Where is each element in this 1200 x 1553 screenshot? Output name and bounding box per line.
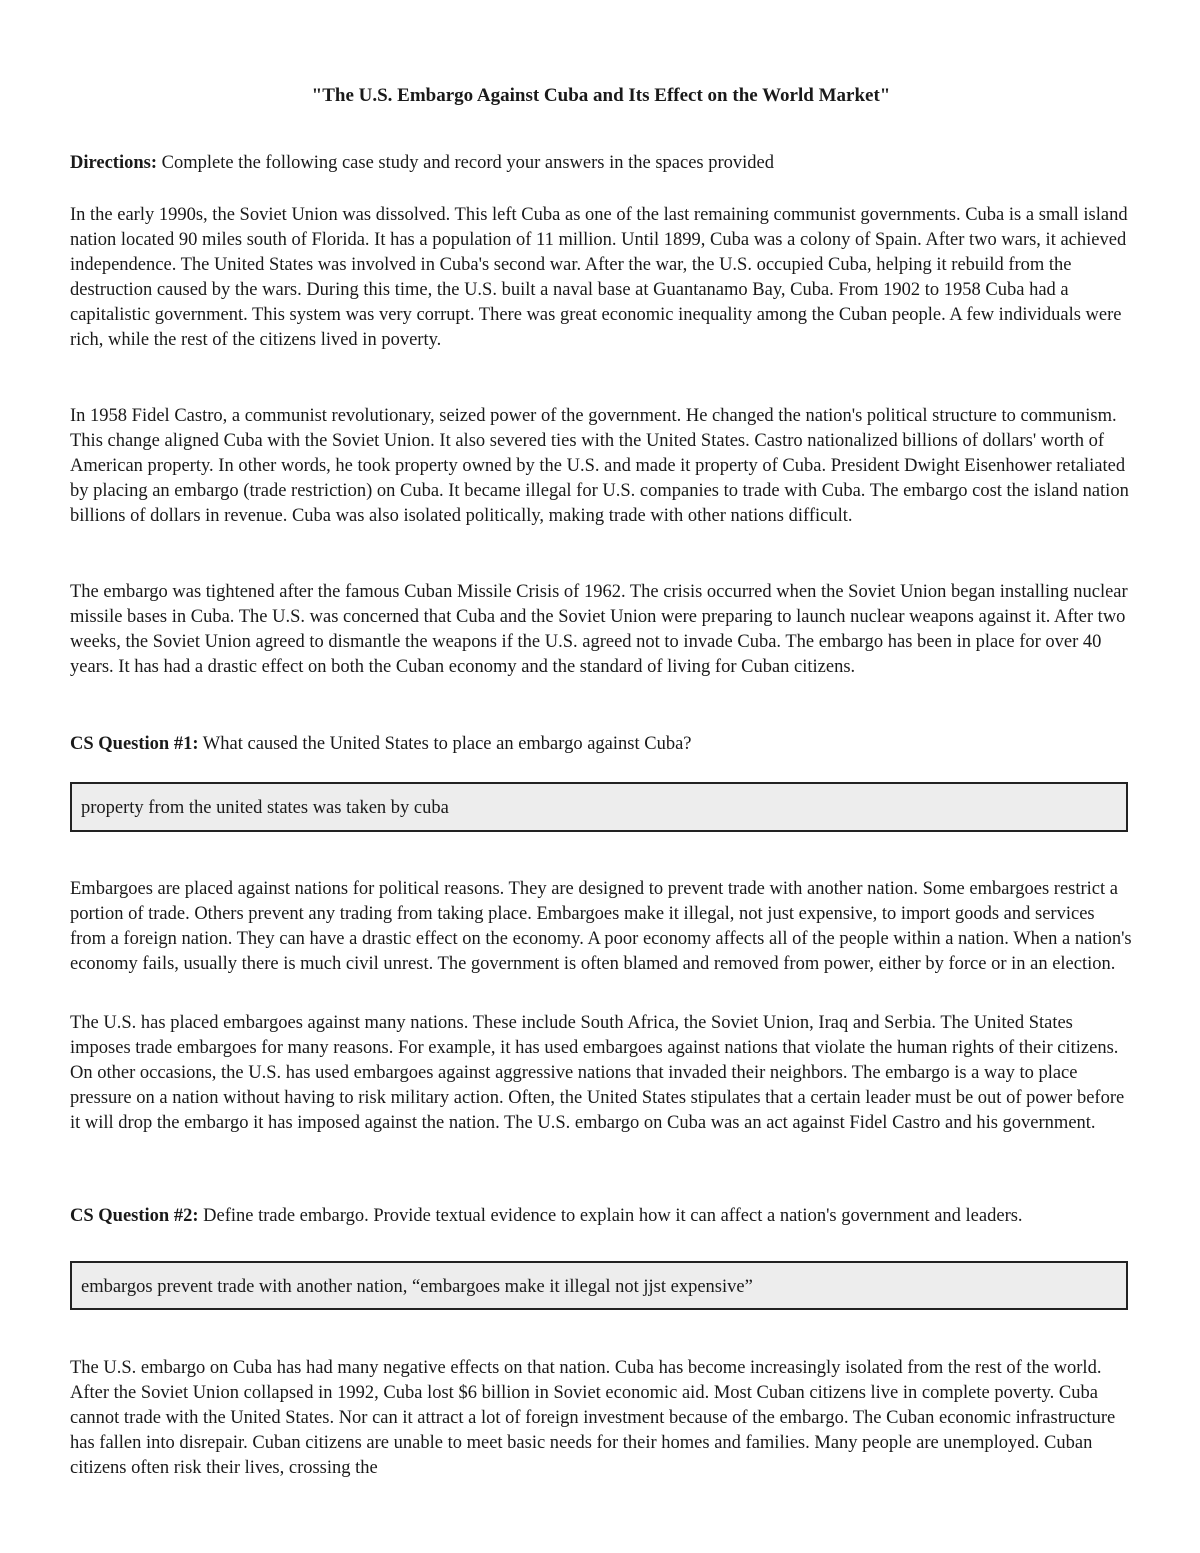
answer-2-field[interactable]: embargos prevent trade with another nation, “embargoes make it illegal not jjst expensive” <box>70 1261 1128 1310</box>
paragraph-1: In the early 1990s, the Soviet Union was dissolved. This left Cuba as one of the last remaining communist governments. Cuba is a small island nation located 90 miles south of Florida. It has a population of 11 million. Until 1899, Cuba was a colony of Spain. After two wars, it achieved independence. The United States was involved in Cuba's second war. After the war, the U.S. occupied Cuba, helping it rebuild from the destruction caused by the wars. During this time, the U.S. built a naval base at Guantanamo Bay, Cuba. From 1902 to 1958 Cuba had a capitalistic government. This system was very corrupt. There was great economic inequality among the Cuban people. A few individuals were rich, while the rest of the citizens lived in poverty. <box>70 205 1128 350</box>
directions-label: Directions: <box>70 153 157 173</box>
question-1 <box>70 732 1132 757</box>
question-2-text: Define trade embargo. Provide textual evidence to explain how it can affect a nation's government and leaders. <box>198 1206 1023 1226</box>
paragraph-3: The embargo was tightened after the famous Cuban Missile Crisis of 1962. The crisis occurred when the Soviet Union began installing nuclear missile bases in Cuba. The U.S. was concerned that Cuba and the Soviet Union were preparing to launch nuclear weapons against it. After two weeks, the Soviet Union agreed to dismantle the weapons if the U.S. agreed not to invade Cuba. The embargo has been in place for over 40 years. It has had a drastic effect on both the Cuban economy and the standard of living for Cuban citizens. <box>70 582 1128 677</box>
directions-text: Complete the following case study and record your answers in the spaces provided <box>157 153 775 173</box>
paragraph-4: Embargoes are placed against nations for political reasons. They are designed to prevent trade with another nation. Some embargoes restrict a portion of trade. Others prevent any trading from taking place. Embargoes make it illegal, not just expensive, to import goods and services from a foreign nation. They can have a drastic effect on the economy. A poor economy affects all of the people within a nation. When a nation's economy fails, usually there is much civil unrest. The government is often blamed and removed from power, either by force or in an election. <box>70 879 1132 974</box>
question-2 <box>70 1204 1132 1229</box>
answer-1-field[interactable]: property from the united states was taken by cuba <box>70 782 1128 832</box>
question-1-label: CS Question #1: <box>70 734 199 754</box>
directions <box>70 151 1132 176</box>
question-1-text: What caused the United States to place an embargo against Cuba? <box>198 734 692 754</box>
document-title: "The U.S. Embargo Against Cuba and Its Effect on the World Market" <box>311 85 891 106</box>
paragraph-2: In 1958 Fidel Castro, a communist revolutionary, seized power of the government. He changed the nation's political structure to communism. This change aligned Cuba with the Soviet Union. It also severed ties with the United States. Castro nationalized billions of dollars' worth of American property. In other words, he took property owned by the U.S. and made it property of Cuba. President Dwight Eisenhower retaliated by placing an embargo (trade restriction) on Cuba. It became illegal for U.S. companies to trade with Cuba. The embargo cost the island nation billions of dollars in revenue. Cuba was also isolated politically, making trade with other nations difficult. <box>70 406 1129 526</box>
question-2-label: CS Question #2: <box>70 1206 199 1226</box>
paragraph-6: The U.S. embargo on Cuba has had many negative effects on that nation. Cuba has become increasingly isolated from the rest of the world. After the Soviet Union collapsed in 1992, Cuba lost $6 billion in Soviet economic aid. Most Cuban citizens live in complete poverty. Cuba cannot trade with the United States. Nor can it attract a lot of foreign investment because of the embargo. The Cuban economic infrastructure has fallen into disrepair. Cuban citizens are unable to meet basic needs for their homes and families. Many people are unemployed. Cuban citizens often risk their lives, crossing the <box>70 1358 1116 1478</box>
paragraph-5: The U.S. has placed embargoes against many nations. These include South Africa, the Soviet Union, Iraq and Serbia. The United States imposes trade embargoes for many reasons. For example, it has used embargoes against nations that violate the human rights of their citizens. On other occasions, the U.S. has used embargoes against aggressive nations that invaded their neighbors. The embargo is a way to place pressure on a nation without having to risk military action. Often, the United States stipulates that a certain leader must be out of power before it will drop the embargo it has imposed against the nation. The U.S. embargo on Cuba was an act against Fidel Castro and his government. <box>70 1013 1125 1133</box>
